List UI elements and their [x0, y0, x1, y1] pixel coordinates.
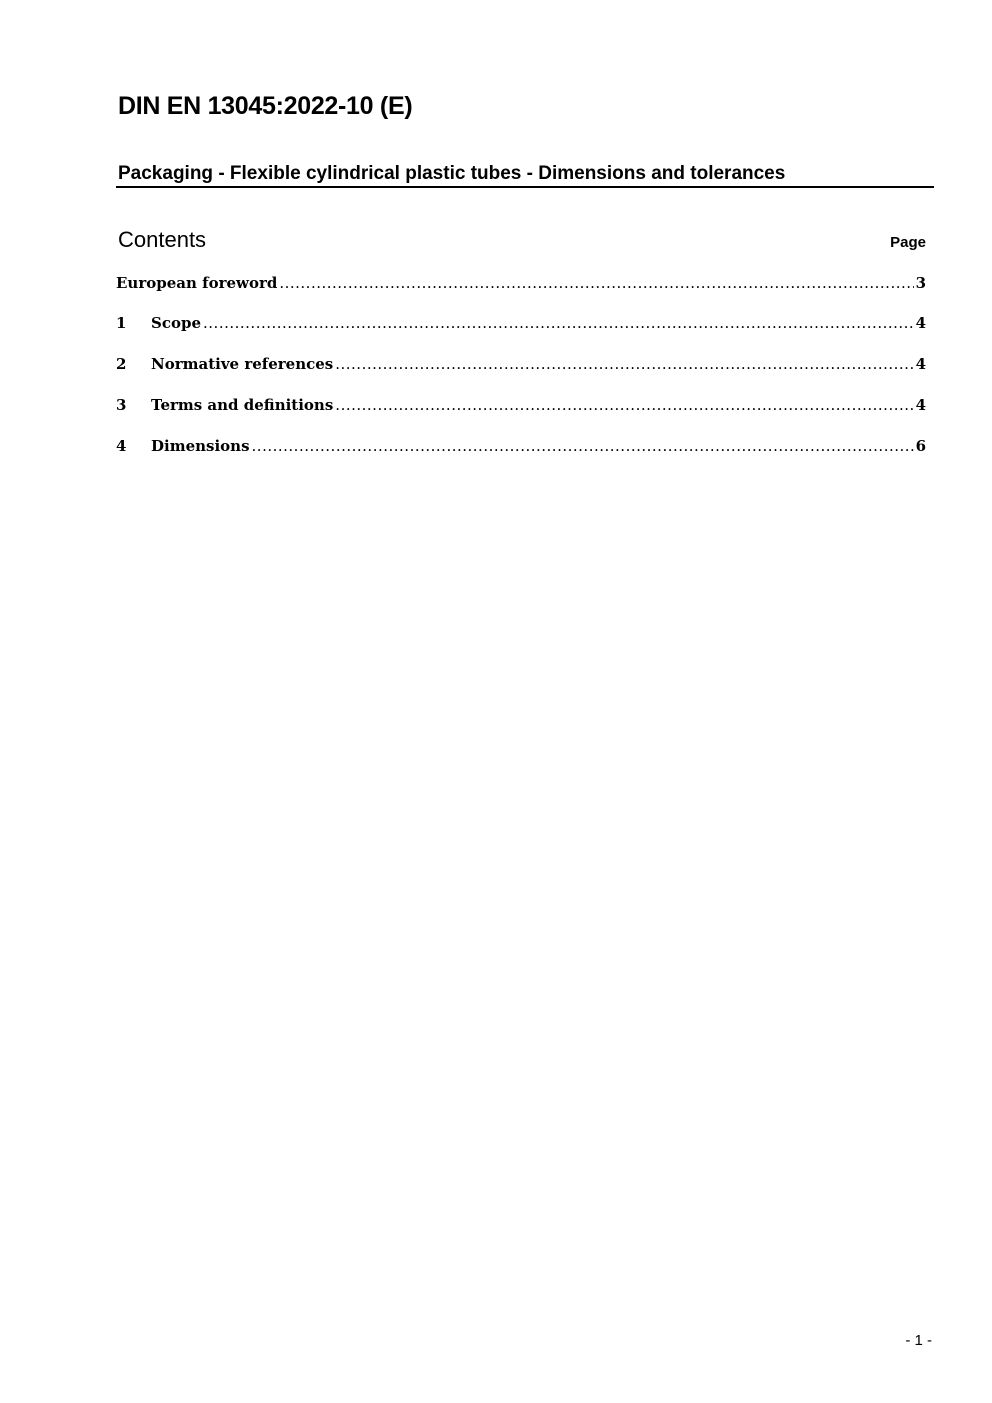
toc-dot-leader: [335, 396, 913, 414]
toc-entry-page: 4: [915, 314, 926, 332]
toc-entry-number: 2: [116, 355, 127, 373]
document-title: DIN EN 13045:2022-10 (E): [118, 92, 413, 120]
toc-entry-label: Terms and definitions: [151, 396, 334, 414]
toc-entry-page: 4: [915, 396, 926, 414]
toc-entry-label: Scope: [151, 314, 202, 332]
toc-entry-page: 4: [915, 355, 926, 373]
toc-entry-page: 6: [915, 437, 926, 455]
toc-dot-leader: [279, 274, 913, 292]
toc-entry-label: Normative references: [151, 355, 334, 373]
document-subtitle: Packaging - Flexible cylindrical plastic tubes - Dimensions and tolerances: [118, 163, 786, 184]
toc-entry-label: Dimensions: [151, 437, 250, 455]
toc-dot-leader: [252, 437, 914, 455]
subtitle-underline: [116, 186, 934, 188]
toc-entry-normative-references[interactable]: [116, 355, 926, 396]
toc-dot-leader: [203, 314, 914, 332]
toc-entry-european-foreword[interactable]: [116, 274, 926, 314]
toc-entry-number: 4: [116, 437, 127, 455]
toc-entry-scope[interactable]: [116, 314, 926, 355]
toc-entry-page: 3: [915, 274, 926, 292]
page-number: - 1 -: [905, 1332, 932, 1349]
contents-heading: Contents: [118, 227, 207, 252]
toc-entry-terms-and-definitions[interactable]: [116, 396, 926, 437]
toc-entry-number: 3: [116, 396, 127, 414]
toc-entry-number: 1: [116, 314, 127, 332]
toc-entry-label: European foreword: [116, 274, 278, 292]
page-column-heading: Page: [890, 234, 926, 251]
toc-entry-dimensions[interactable]: [116, 437, 926, 478]
table-of-contents: [116, 274, 926, 478]
toc-dot-leader: [335, 355, 913, 373]
